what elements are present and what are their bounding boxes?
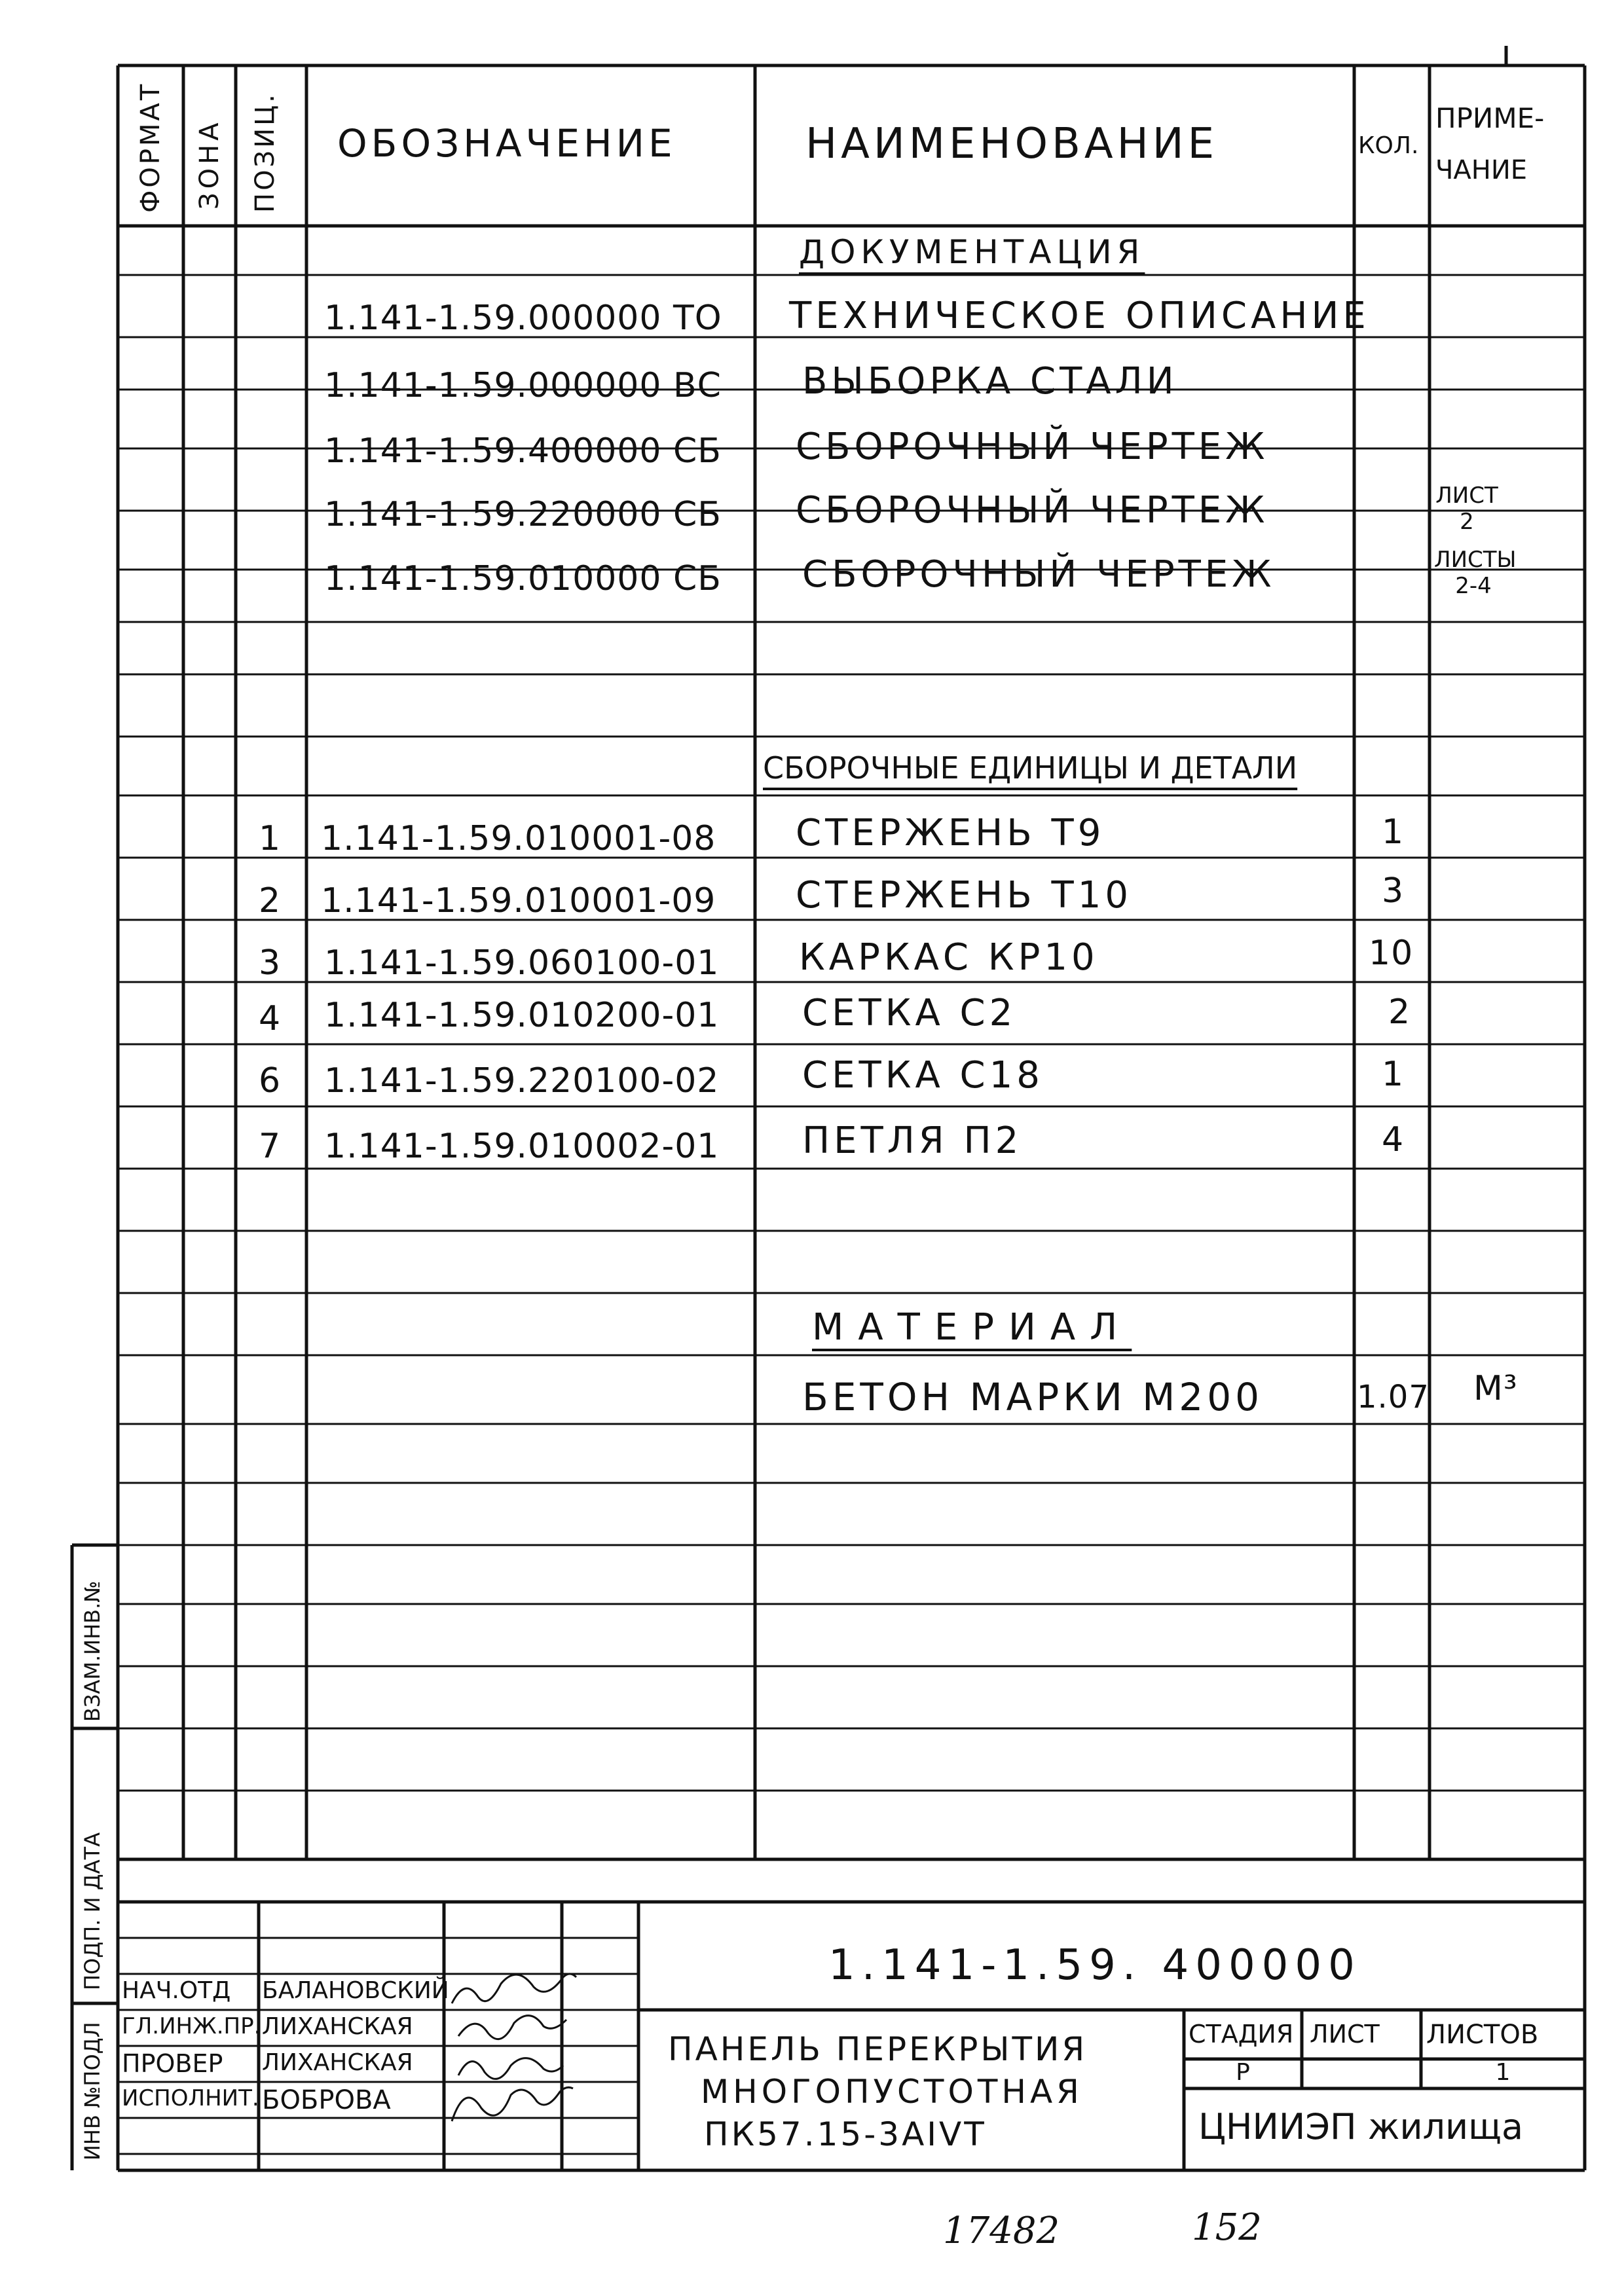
doc-row-name: СБОРОЧНЫЙ ЧЕРТЕЖ	[796, 489, 1269, 532]
col-header-note-2: ЧАНИЕ	[1435, 155, 1528, 185]
part-row-designation: 1.141-1.59.010002-01	[324, 1127, 720, 1166]
material-unit: М³	[1473, 1369, 1518, 1408]
part-row-qty: 3	[1382, 871, 1405, 911]
part-row-qty: 10	[1369, 934, 1414, 973]
product-name-line2: МНОГОПУСТОТНАЯ	[701, 2073, 1083, 2111]
col-header-position: ПОЗИЦ.	[250, 92, 280, 213]
title-role: НАЧ.ОТД	[122, 1977, 231, 2004]
doc-row-name: ТЕХНИЧЕСКОЕ ОПИСАНИЕ	[789, 295, 1370, 337]
part-row-name: СТЕРЖЕНЬ Т10	[796, 874, 1132, 917]
doc-row-designation: 1.141-1.59.000000 ВС	[324, 366, 722, 405]
section-documentation: ДОКУМЕНТАЦИЯ	[799, 233, 1145, 271]
title-person: ЛИХАНСКАЯ	[262, 2049, 413, 2076]
doc-row-designation: 1.141-1.59.220000 СБ	[324, 495, 722, 534]
side-stamp-podp-data: ПОДП. И ДАТА	[80, 1832, 105, 1990]
signature-marks	[452, 1974, 576, 2121]
title-person: БОБРОВА	[262, 2085, 391, 2115]
part-row-position: 4	[259, 999, 282, 1038]
material-qty: 1.07	[1357, 1379, 1430, 1415]
title-person: ЛИХАНСКАЯ	[262, 2013, 413, 2040]
part-row-position: 7	[259, 1127, 282, 1166]
doc-row-name: СБОРОЧНЫЙ ЧЕРТЕЖ	[796, 426, 1269, 468]
footer-number-1: 17482	[943, 2210, 1060, 2252]
col-header-zone: ЗОНА	[194, 118, 225, 210]
part-row-designation: 1.141-1.59.010001-09	[321, 881, 716, 920]
part-row-position: 3	[259, 943, 282, 983]
sheet-label: ЛИСТ	[1310, 2020, 1380, 2049]
part-row-qty: 1	[1382, 812, 1405, 852]
part-row-name: СТЕРЖЕНЬ Т9	[796, 812, 1105, 854]
part-row-qty: 4	[1382, 1120, 1405, 1159]
doc-row-name: ВЫБОРКА СТАЛИ	[802, 360, 1178, 403]
material-name: БЕТОН МАРКИ М200	[802, 1375, 1264, 1419]
part-row-position: 1	[259, 819, 282, 858]
sheets-label: ЛИСТОВ	[1426, 2020, 1539, 2050]
part-row-name: ПЕТЛЯ П2	[802, 1120, 1023, 1162]
document-number: 1.141-1.59. 400000	[828, 1941, 1361, 1990]
part-row-position: 2	[259, 881, 282, 920]
col-header-qty: КОЛ.	[1358, 132, 1419, 159]
sheets-value: 1	[1495, 2059, 1511, 2086]
part-row-name: СЕТКА С2	[802, 992, 1017, 1034]
doc-row-note: 2	[1460, 509, 1474, 535]
section-material: МАТЕРИАЛ	[812, 1306, 1132, 1349]
doc-row-designation: 1.141-1.59.400000 СБ	[324, 431, 722, 471]
col-header-note-1: ПРИМЕ-	[1435, 102, 1545, 134]
doc-row-name: СБОРОЧНЫЙ ЧЕРТЕЖ	[802, 553, 1276, 596]
stage-label: СТАДИЯ	[1189, 2020, 1294, 2049]
part-row-designation: 1.141-1.59.010001-08	[321, 819, 716, 858]
doc-row-note: 2-4	[1455, 573, 1492, 599]
side-stamp-vzam: ВЗАМ.ИНВ.№	[80, 1580, 105, 1722]
doc-row-designation: 1.141-1.59.010000 СБ	[324, 559, 722, 598]
part-row-name: КАРКАС КР10	[799, 936, 1099, 979]
doc-row-note: ЛИСТЫ	[1434, 547, 1517, 573]
part-row-position: 6	[259, 1061, 282, 1101]
doc-row-note: ЛИСТ	[1435, 483, 1498, 509]
title-role: ПРОВЕР	[122, 2049, 223, 2078]
part-row-qty: 2	[1388, 993, 1411, 1032]
title-person: БАЛАНОВСКИЙ	[262, 1977, 449, 2004]
part-row-name: СЕТКА С18	[802, 1054, 1044, 1097]
title-role: ИСПОЛНИТ.	[122, 2085, 259, 2111]
title-role: ГЛ.ИНЖ.ПР.	[122, 2013, 261, 2039]
doc-row-designation: 1.141-1.59.000000 ТО	[324, 299, 722, 338]
footer-number-2: 152	[1192, 2206, 1262, 2249]
col-header-format: ФОРМАТ	[136, 81, 166, 213]
col-header-name: НАИМЕНОВАНИЕ	[805, 120, 1219, 168]
part-row-designation: 1.141-1.59.010200-01	[324, 996, 720, 1035]
part-row-designation: 1.141-1.59.220100-02	[324, 1061, 720, 1101]
product-name-line3: ПК57.15-3АIVТ	[704, 2115, 987, 2153]
part-row-qty: 1	[1382, 1055, 1405, 1094]
organization-name: ЦНИИЭП жилища	[1198, 2106, 1524, 2147]
col-header-designation: ОБОЗНАЧЕНИЕ	[337, 121, 676, 166]
product-name-line1: ПАНЕЛЬ ПЕРЕКРЫТИЯ	[668, 2030, 1088, 2068]
part-row-designation: 1.141-1.59.060100-01	[324, 943, 720, 983]
section-assemblies: СБОРОЧНЫЕ ЕДИНИЦЫ И ДЕТАЛИ	[763, 750, 1298, 786]
stage-value: Р	[1236, 2059, 1250, 2086]
side-stamp-inv-podl: ИНВ №ПОДЛ	[80, 2022, 105, 2160]
